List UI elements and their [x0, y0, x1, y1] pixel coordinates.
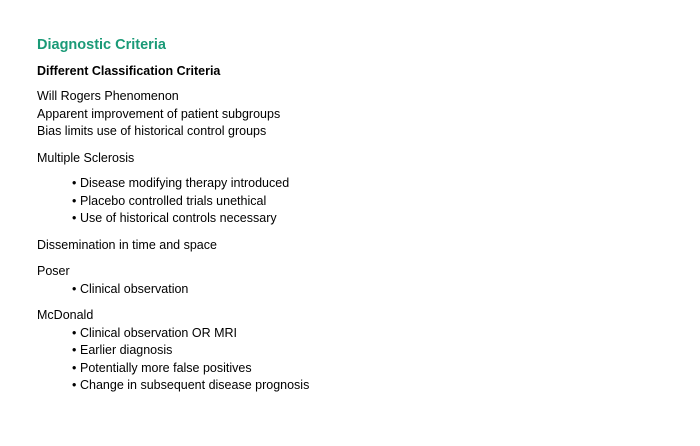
bullet-item: • Placebo controlled trials unethical	[37, 193, 677, 211]
dissemination-section	[37, 237, 677, 255]
bullet-item: • Clinical observation OR MRI	[37, 325, 677, 343]
will-rogers-section	[37, 88, 677, 141]
multiple-sclerosis-section	[37, 150, 677, 228]
poser-section	[37, 263, 677, 298]
bullet-item: • Potentially more false positives	[37, 360, 677, 378]
slide-content	[37, 36, 677, 395]
section-heading: Poser	[37, 264, 70, 278]
mcdonald-section	[37, 307, 677, 395]
section-heading: Dissemination in time and space	[37, 237, 217, 252]
bullet-item: • Clinical observation	[37, 281, 677, 299]
page-title: Diagnostic Criteria	[37, 37, 166, 53]
bullet-item: • Earlier diagnosis	[37, 342, 677, 360]
page-subtitle: Different Classification Criteria	[37, 64, 221, 78]
section-heading: Will Rogers Phenomenon	[37, 89, 179, 103]
text-line: Bias limits use of historical control groups	[37, 124, 267, 138]
bullet-item: • Use of historical controls necessary	[37, 210, 677, 228]
bullet-item: • Disease modifying therapy introduced	[37, 175, 677, 193]
text-line: Apparent improvement of patient subgroups	[37, 106, 281, 121]
section-heading: Multiple Sclerosis	[37, 150, 135, 165]
section-heading: McDonald	[37, 308, 94, 322]
bullet-item: • Change in subsequent disease prognosis	[37, 377, 677, 395]
bullet-list	[37, 175, 677, 228]
